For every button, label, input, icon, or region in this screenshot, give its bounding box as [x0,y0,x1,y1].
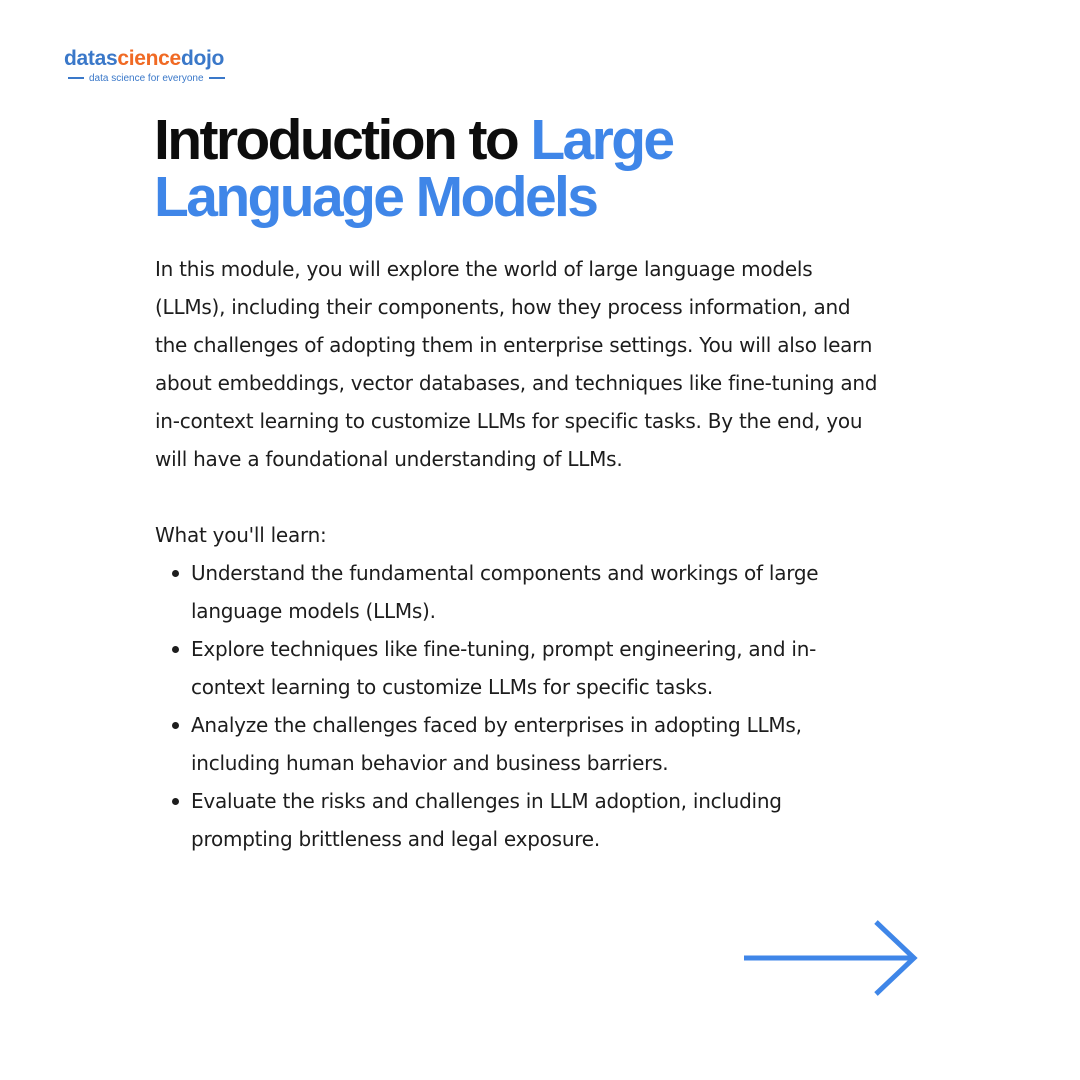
list-item [155,554,885,630]
title-part-accent: Large Language Models [154,108,673,229]
brand-logo [64,42,236,86]
page-title [154,108,914,229]
intro-paragraph: In this module, you will explore the world of large language models (LLMs), including their components, how they process information, and the challenges of adopting them in enterprise settings. You will also learn about embeddings, vector databases, and techniques like fine-tuning and in-context learning to customize LLMs for specific tasks. By the end, you will have a foundational understanding of LLMs. [155,257,878,471]
logo-word-data: datas [64,47,118,70]
bullet-icon [172,798,179,805]
list-item-text: Explore techniques like fine-tuning, prompt engineering, and in-context learning to customize LLMs for specific tasks. [191,637,817,699]
learn-heading: What you'll learn: [155,523,327,547]
bullet-icon [172,570,179,577]
logo-word-science: cience [117,47,181,70]
learning-outcomes-list [155,554,885,858]
list-item [155,630,885,706]
arrow-right-icon[interactable] [742,918,922,998]
list-item [155,706,885,782]
list-item-text: Analyze the challenges faced by enterprises in adopting LLMs, including human behavior and business barriers. [191,713,802,775]
logo-tagline [68,71,234,85]
title-part-dark: Introduction to [154,108,531,172]
tagline-text: data science for everyone [89,72,204,84]
list-item [155,782,885,858]
arrow-right-svg [742,918,922,998]
tagline-rule-right [209,77,225,79]
tagline-rule-left [68,77,84,79]
list-item-text: Understand the fundamental components and workings of large language models (LLMs). [191,561,819,623]
module-description [155,250,885,858]
logo-word-dojo: dojo [180,47,225,70]
bullet-icon [172,646,179,653]
list-item-text: Evaluate the risks and challenges in LLM adoption, including prompting brittleness and legal exposure. [191,789,782,851]
bullet-icon [172,722,179,729]
